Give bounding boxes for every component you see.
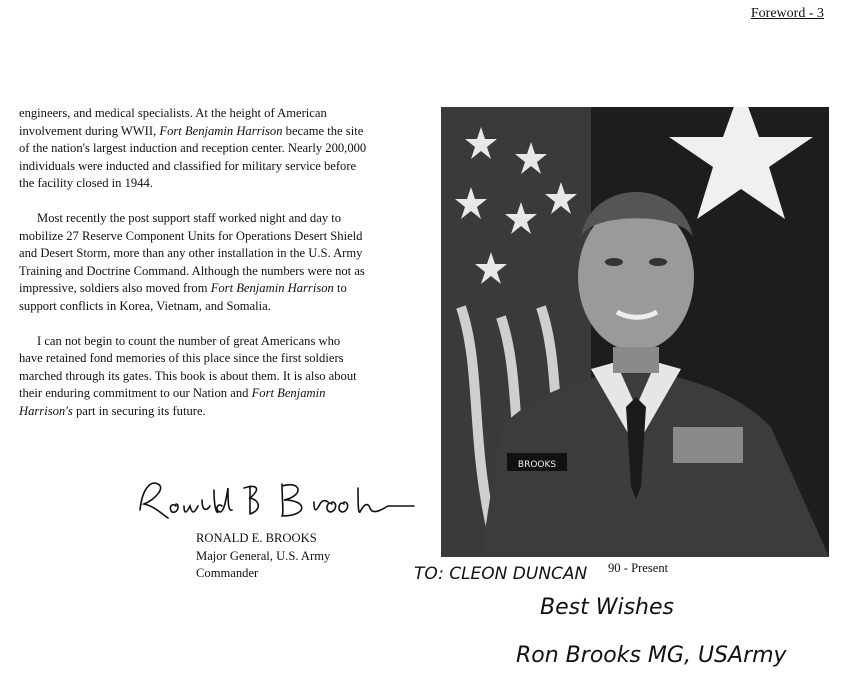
- paragraph-3: I can not begin to count the number of great Americans who have retained fond memories of this place since the first soldiers marched through its gates. This book is about them. It is also about their enduring commitment to our Nation and Fort Benjamin Harrison's part in securing its future.: [19, 333, 357, 418]
- portrait-photo: [441, 107, 829, 557]
- signer-role: Commander: [196, 566, 259, 581]
- signer-rank: Major General, U.S. Army: [196, 548, 331, 563]
- handwritten-signature: [132, 470, 422, 530]
- handwritten-inscription: [400, 556, 864, 679]
- inscription-line-2: Best Wishes: [540, 595, 674, 620]
- paragraph-1: engineers, and medical specialists. At the height of American involvement during WWII, Fort Benjamin Harrison became the site of the nation's largest induction and reception center. Nearly 200,000 individuals were inducted and classified for military service before the facility closed in 1944.: [19, 106, 367, 191]
- paragraph-2: Most recently the post support staff worked night and day to mobilize 27 Reserve Component Units for Operations Desert Shield and Desert Storm, more than any other installation in the U.S. Army Training and Doctrine Command. Although the numbers were not as impressive, soldiers also moved from Fort Benjamin Harrison to support conflicts in Korea, Vietnam, and Somalia.: [19, 210, 365, 313]
- foreword-body: [19, 105, 367, 438]
- signer-name: RONALD E. BROOKS: [196, 531, 317, 545]
- page-header: Foreword - 3: [750, 6, 824, 21]
- name-tag: BROOKS: [517, 460, 557, 470]
- signature-text: Ronald E. Brooks: [132, 470, 140, 471]
- inscription-line-1: TO: CLEON DUNCAN: [414, 564, 588, 584]
- portrait-image: [441, 107, 829, 557]
- inscription-line-3: Ron Brooks MG, USArmy: [516, 643, 787, 668]
- photo-caption: 90 - Present: [608, 561, 669, 575]
- signature-block: [196, 530, 330, 583]
